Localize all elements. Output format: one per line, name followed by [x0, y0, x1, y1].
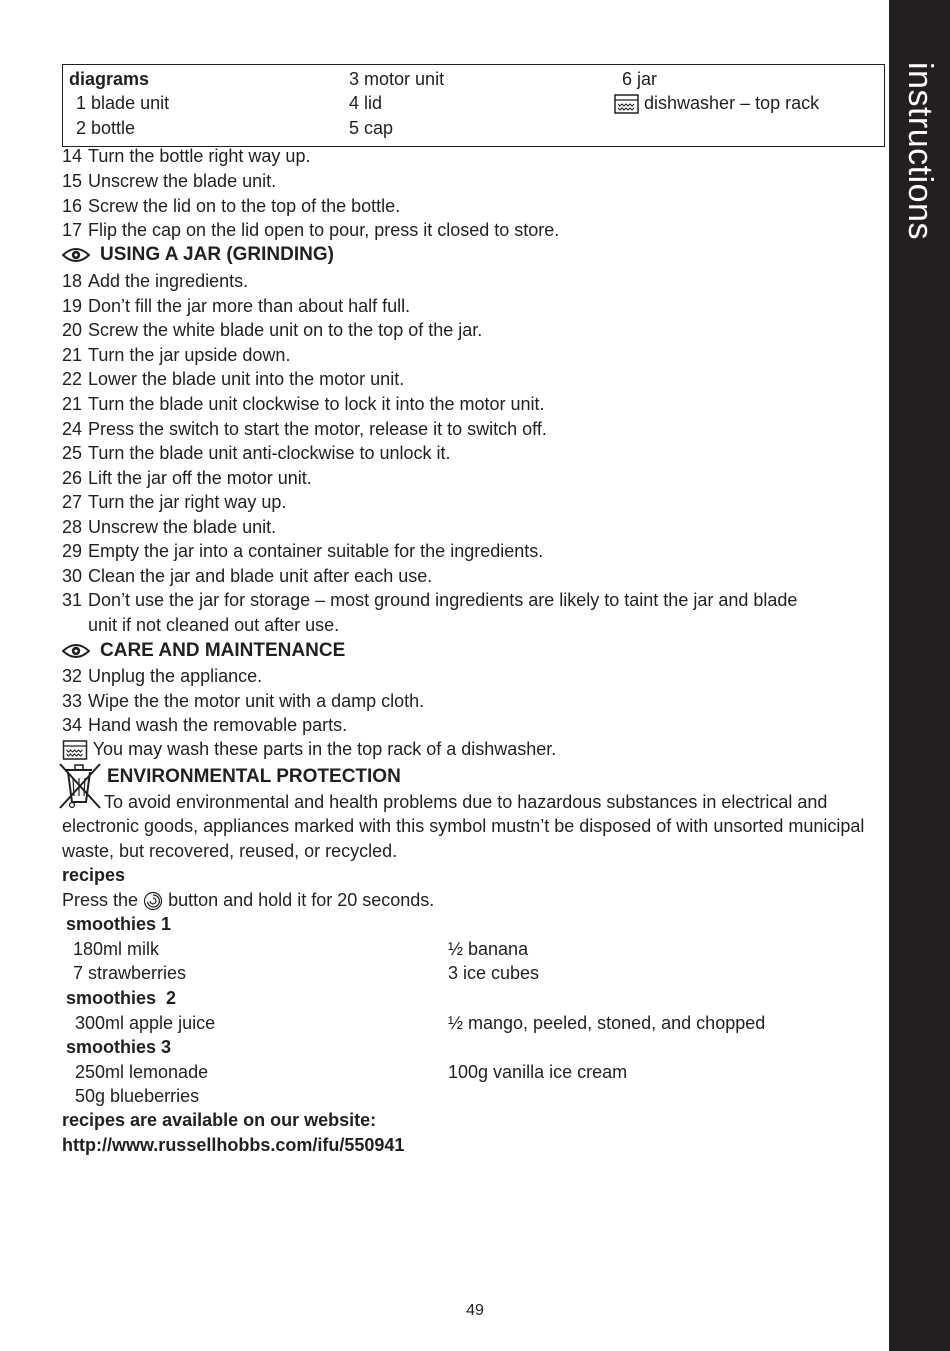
step-item: 18 Add the ingredients. — [62, 271, 249, 291]
step-item: 31 Don’t use the jar for storage – most ground ingredients are likely to taint the jar and blade — [62, 590, 798, 610]
ingredient: 7 strawberries — [73, 963, 187, 983]
diagrams-heading: diagrams — [69, 69, 150, 89]
eye-icon — [62, 643, 90, 659]
section-heading-jar: USING A JAR (GRINDING) — [62, 242, 334, 268]
step-item: 22 Lower the blade unit into the motor unit. — [62, 369, 405, 389]
step-item: 20 Screw the white blade unit on to the top of the jar. — [62, 320, 483, 340]
step-item: 21 Turn the jar upside down. — [62, 345, 291, 365]
ingredient: 3 ice cubes — [448, 963, 540, 983]
diagram-item: 2 bottle — [76, 118, 136, 138]
step-item: 19 Don’t fill the jar more than about half full. — [62, 296, 411, 316]
step-item: 24 Press the switch to start the motor, release it to switch off. — [62, 419, 547, 439]
step-item: 25 Turn the blade unit anti-clockwise to unlock it. — [62, 443, 451, 463]
step-item: 21 Turn the blade unit clockwise to lock it into the motor unit. — [62, 394, 545, 414]
smoothie-button-icon — [143, 891, 163, 911]
smoothie-title: smoothies 3 — [66, 1037, 172, 1057]
diagram-item: 4 lid — [349, 93, 383, 113]
step-item: 26 Lift the jar off the motor unit. — [62, 468, 312, 488]
sidebar-title: instructions — [901, 62, 939, 240]
diagram-item: 3 motor unit — [349, 69, 445, 89]
ingredient: 180ml milk — [73, 939, 160, 959]
ingredient: 100g vanilla ice cream — [448, 1062, 628, 1082]
step-item: 27 Turn the jar right way up. — [62, 492, 287, 512]
page-number: 49 — [466, 1302, 484, 1319]
website-label: recipes are available on our website: — [62, 1110, 377, 1130]
step-item: 34 Hand wash the removable parts. — [62, 715, 348, 735]
step-item: 15 Unscrew the blade unit. — [62, 171, 277, 191]
eye-icon — [62, 247, 90, 263]
diagram-dishwasher: dishwasher – top rack — [614, 91, 819, 115]
diagram-item: 1 blade unit — [76, 93, 170, 113]
ingredient: 50g blueberries — [75, 1086, 200, 1106]
smoothie-title: smoothies 1 — [66, 914, 172, 934]
environment-text-first: To avoid environmental and health problems due to hazardous substances in electrical and — [104, 792, 828, 812]
diagram-item: 6 jar — [622, 69, 658, 89]
recipes-heading: recipes — [62, 865, 126, 885]
dishwasher-icon — [614, 94, 639, 114]
step-item: 32 Unplug the appliance. — [62, 666, 263, 686]
ingredient: ½ mango, peeled, stoned, and chopped — [448, 1013, 766, 1033]
step-item: 17 Flip the cap on the lid open to pour, press it closed to store. — [62, 220, 560, 240]
step-item: 33 Wipe the the motor unit with a damp cloth. — [62, 691, 425, 711]
crossed-bin-icon — [58, 762, 104, 810]
ingredient: 250ml lemonade — [75, 1062, 209, 1082]
dishwasher-icon — [62, 740, 88, 760]
section-heading-environment: ENVIRONMENTAL PROTECTION — [107, 766, 401, 787]
recipes-instruction: Press the button and hold it for 20 seconds. — [62, 890, 435, 910]
step-item: 14 Turn the bottle right way up. — [62, 146, 311, 166]
step-item: 16 Screw the lid on to the top of the bottle. — [62, 196, 401, 216]
diagram-item: 5 cap — [349, 118, 394, 138]
dishwasher-note: You may wash these parts in the top rack of a dishwasher. — [62, 737, 556, 761]
step-item: 29 Empty the jar into a container suitable for the ingredients. — [62, 541, 544, 561]
ingredient: 300ml apple juice — [75, 1013, 216, 1033]
step-item: 30 Clean the jar and blade unit after each use. — [62, 566, 433, 586]
website-link[interactable]: http://www.russellhobbs.com/ifu/550941 — [62, 1135, 405, 1155]
environment-text: electronic goods, appliances marked with this symbol mustn’t be disposed of with unsorted municipal waste, but recovered, reused, or recycled. — [62, 816, 865, 861]
smoothie-title: smoothies 2 — [66, 988, 177, 1008]
step-continuation: unit if not cleaned out after use. — [88, 615, 340, 635]
section-heading-care: CARE AND MAINTENANCE — [62, 638, 345, 664]
ingredient: ½ banana — [448, 939, 529, 959]
step-item: 28 Unscrew the blade unit. — [62, 517, 277, 537]
